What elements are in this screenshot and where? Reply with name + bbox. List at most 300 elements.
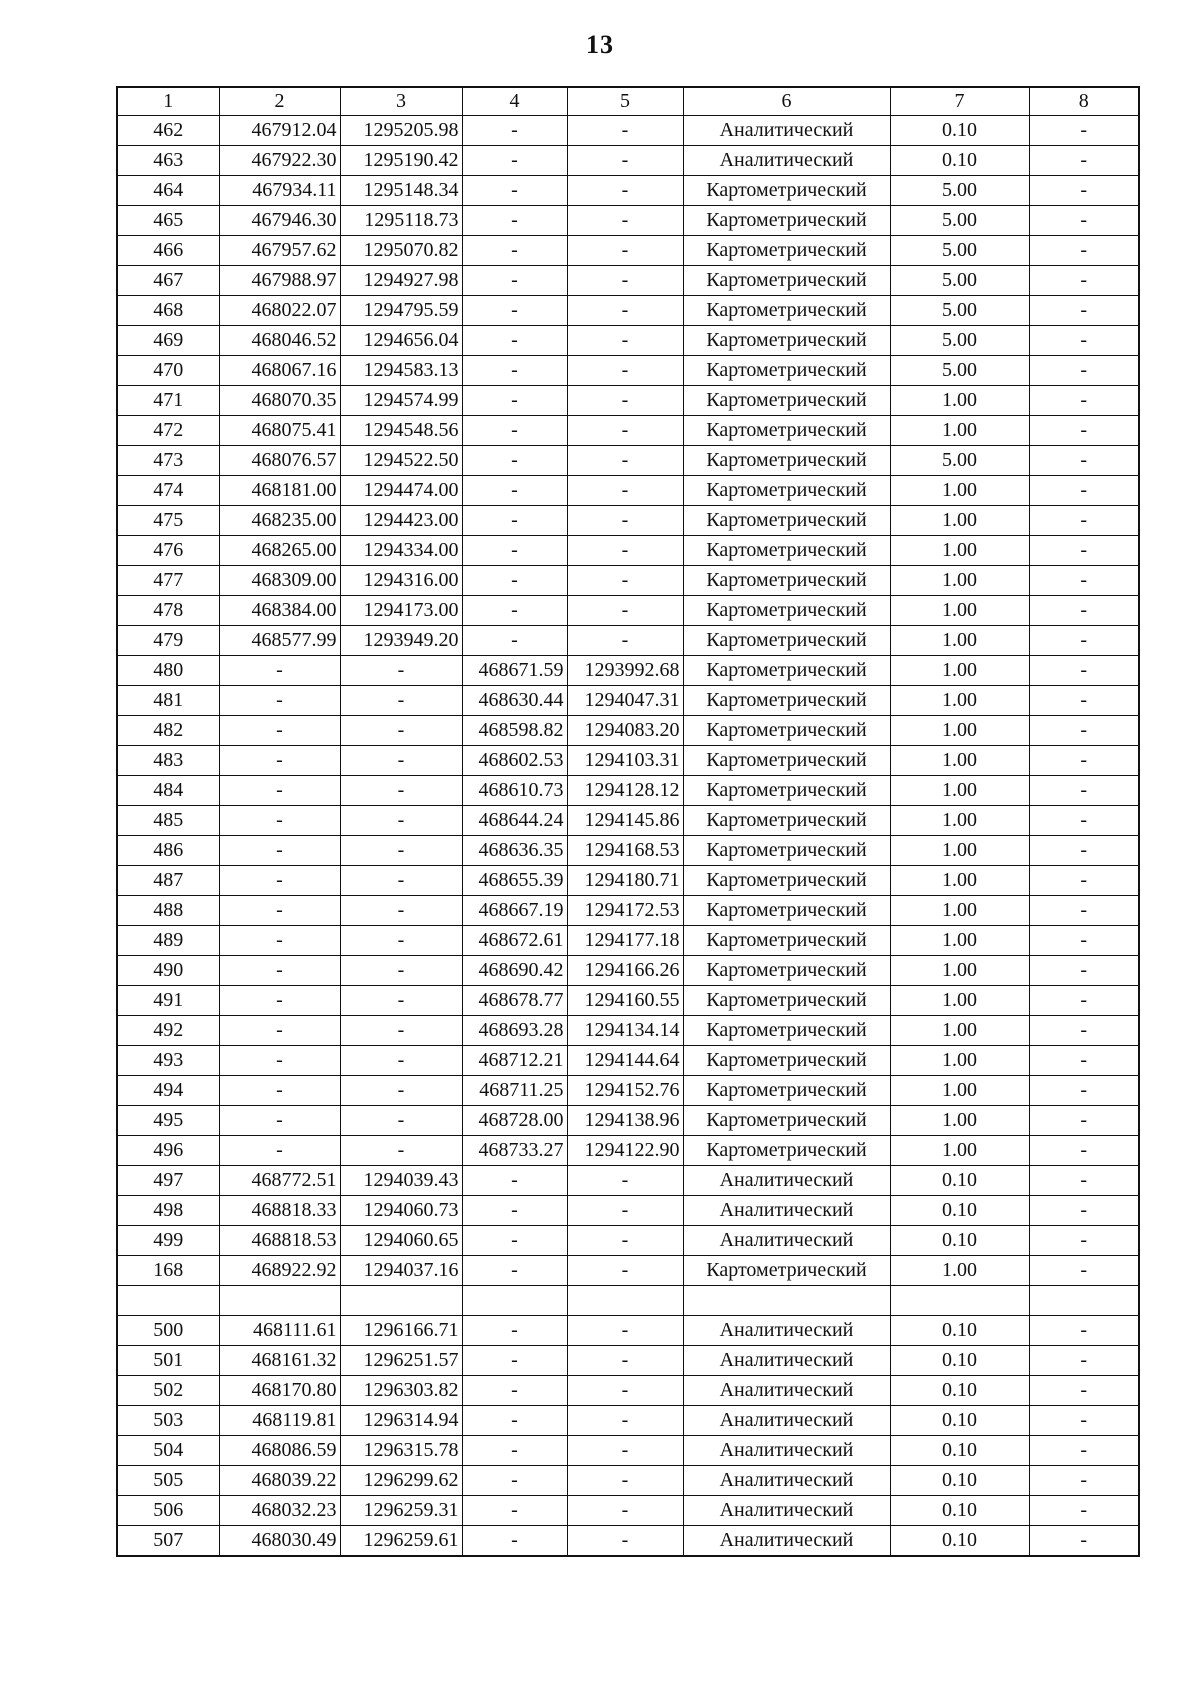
x-coordinate-alt-cell: 468636.35 xyxy=(462,836,567,866)
x-coordinate-cell: 468170.80 xyxy=(219,1376,340,1406)
x-coordinate-alt-cell: 468711.25 xyxy=(462,1076,567,1106)
point-number-cell: 490 xyxy=(117,956,219,986)
y-coordinate-cell: 1294927.98 xyxy=(340,266,462,296)
note-cell: - xyxy=(1029,776,1139,806)
accuracy-cell: 0.10 xyxy=(890,1406,1029,1436)
y-coordinate-cell: - xyxy=(340,926,462,956)
method-cell: Картометрический xyxy=(683,806,890,836)
note-cell: - xyxy=(1029,1406,1139,1436)
method-cell: Картометрический xyxy=(683,356,890,386)
accuracy-cell: 5.00 xyxy=(890,356,1029,386)
y-coordinate-cell: - xyxy=(340,1076,462,1106)
y-coordinate-alt-cell: 1293992.68 xyxy=(567,656,683,686)
point-number-cell: 505 xyxy=(117,1466,219,1496)
x-coordinate-alt-cell: - xyxy=(462,146,567,176)
y-coordinate-cell: - xyxy=(340,866,462,896)
table-row xyxy=(117,326,1139,356)
method-cell: Картометрический xyxy=(683,896,890,926)
x-coordinate-cell: 468046.52 xyxy=(219,326,340,356)
point-number-cell: 462 xyxy=(117,116,219,146)
y-coordinate-cell: 1294548.56 xyxy=(340,416,462,446)
column-header: 6 xyxy=(683,87,890,116)
point-number-cell: 478 xyxy=(117,596,219,626)
y-coordinate-alt-cell: 1294103.31 xyxy=(567,746,683,776)
y-coordinate-alt-cell: - xyxy=(567,1256,683,1286)
table-row xyxy=(117,146,1139,176)
x-coordinate-cell: 468265.00 xyxy=(219,536,340,566)
method-cell: Аналитический xyxy=(683,146,890,176)
note-cell: - xyxy=(1029,596,1139,626)
y-coordinate-alt-cell: - xyxy=(567,386,683,416)
method-cell: Картометрический xyxy=(683,476,890,506)
x-coordinate-cell: 468119.81 xyxy=(219,1406,340,1436)
accuracy-cell: 1.00 xyxy=(890,716,1029,746)
note-cell: - xyxy=(1029,656,1139,686)
x-coordinate-alt-cell: - xyxy=(462,626,567,656)
x-coordinate-cell: 467946.30 xyxy=(219,206,340,236)
y-coordinate-cell: 1294474.00 xyxy=(340,476,462,506)
table-row xyxy=(117,1166,1139,1196)
y-coordinate-cell: 1295148.34 xyxy=(340,176,462,206)
point-number-cell: 475 xyxy=(117,506,219,536)
y-coordinate-alt-cell: - xyxy=(567,1496,683,1526)
y-coordinate-cell: 1295190.42 xyxy=(340,146,462,176)
table-row xyxy=(117,596,1139,626)
table-row xyxy=(117,1316,1139,1346)
note-cell: - xyxy=(1029,1226,1139,1256)
y-coordinate-alt-cell: 1294145.86 xyxy=(567,806,683,836)
note-cell: - xyxy=(1029,446,1139,476)
accuracy-cell: 5.00 xyxy=(890,296,1029,326)
x-coordinate-alt-cell: 468728.00 xyxy=(462,1106,567,1136)
x-coordinate-cell: 468076.57 xyxy=(219,446,340,476)
accuracy-cell: 0.10 xyxy=(890,1496,1029,1526)
coordinates-table xyxy=(116,86,1140,1557)
accuracy-cell: 1.00 xyxy=(890,386,1029,416)
accuracy-cell: 1.00 xyxy=(890,686,1029,716)
x-coordinate-alt-cell: - xyxy=(462,266,567,296)
x-coordinate-cell: - xyxy=(219,746,340,776)
table-row xyxy=(117,926,1139,956)
y-coordinate-cell: 1294039.43 xyxy=(340,1166,462,1196)
x-coordinate-alt-cell: - xyxy=(462,326,567,356)
y-coordinate-cell: 1296259.31 xyxy=(340,1496,462,1526)
accuracy-cell: 0.10 xyxy=(890,1346,1029,1376)
accuracy-cell: 1.00 xyxy=(890,1106,1029,1136)
note-cell: - xyxy=(1029,536,1139,566)
note-cell: - xyxy=(1029,146,1139,176)
y-coordinate-alt-cell: 1294144.64 xyxy=(567,1046,683,1076)
y-coordinate-alt-cell: 1294128.12 xyxy=(567,776,683,806)
table-row xyxy=(117,776,1139,806)
point-number-cell: 494 xyxy=(117,1076,219,1106)
note-cell: - xyxy=(1029,1496,1139,1526)
y-coordinate-alt-cell: - xyxy=(567,506,683,536)
method-cell: Картометрический xyxy=(683,1256,890,1286)
x-coordinate-cell: 468235.00 xyxy=(219,506,340,536)
y-coordinate-cell: - xyxy=(340,716,462,746)
note-cell: - xyxy=(1029,1316,1139,1346)
y-coordinate-cell: 1294795.59 xyxy=(340,296,462,326)
note-cell: - xyxy=(1029,566,1139,596)
y-coordinate-cell: - xyxy=(340,806,462,836)
y-coordinate-cell: 1295070.82 xyxy=(340,236,462,266)
note-cell: - xyxy=(1029,1016,1139,1046)
point-number-cell: 466 xyxy=(117,236,219,266)
x-coordinate-alt-cell: - xyxy=(462,506,567,536)
y-coordinate-cell: 1296299.62 xyxy=(340,1466,462,1496)
accuracy-cell: 1.00 xyxy=(890,566,1029,596)
y-coordinate-cell: 1294522.50 xyxy=(340,446,462,476)
note-cell: - xyxy=(1029,896,1139,926)
y-coordinate-alt-cell: - xyxy=(567,1166,683,1196)
x-coordinate-cell: 468032.23 xyxy=(219,1496,340,1526)
x-coordinate-alt-cell: - xyxy=(462,1166,567,1196)
table-row xyxy=(117,1016,1139,1046)
accuracy-cell: 1.00 xyxy=(890,1136,1029,1166)
y-coordinate-cell: - xyxy=(340,1106,462,1136)
method-cell: Картометрический xyxy=(683,656,890,686)
note-cell: - xyxy=(1029,1196,1139,1226)
table-row xyxy=(117,686,1139,716)
point-number-cell: 484 xyxy=(117,776,219,806)
x-coordinate-cell: 468922.92 xyxy=(219,1256,340,1286)
accuracy-cell: 1.00 xyxy=(890,1016,1029,1046)
table-header-row xyxy=(117,87,1139,116)
table-row xyxy=(117,506,1139,536)
method-cell: Аналитический xyxy=(683,1346,890,1376)
note-cell: - xyxy=(1029,926,1139,956)
column-header: 7 xyxy=(890,87,1029,116)
method-cell: Картометрический xyxy=(683,1136,890,1166)
table-row xyxy=(117,1436,1139,1466)
method-cell: Аналитический xyxy=(683,1196,890,1226)
y-coordinate-alt-cell: - xyxy=(567,536,683,566)
table-row xyxy=(117,1106,1139,1136)
y-coordinate-cell: 1294574.99 xyxy=(340,386,462,416)
point-number-cell: 506 xyxy=(117,1496,219,1526)
point-number-cell: 474 xyxy=(117,476,219,506)
x-coordinate-alt-cell: - xyxy=(462,116,567,146)
x-coordinate-cell: - xyxy=(219,806,340,836)
table-row xyxy=(117,1406,1139,1436)
note-cell: - xyxy=(1029,326,1139,356)
method-cell: Аналитический xyxy=(683,1526,890,1557)
accuracy-cell: 1.00 xyxy=(890,806,1029,836)
y-coordinate-cell: - xyxy=(340,1046,462,1076)
accuracy-cell: 5.00 xyxy=(890,266,1029,296)
x-coordinate-alt-cell: - xyxy=(462,1496,567,1526)
point-number-cell: 498 xyxy=(117,1196,219,1226)
x-coordinate-cell: 468577.99 xyxy=(219,626,340,656)
point-number-cell: 471 xyxy=(117,386,219,416)
note-cell: - xyxy=(1029,1466,1139,1496)
point-number-cell: 492 xyxy=(117,1016,219,1046)
table-row xyxy=(117,1046,1139,1076)
x-coordinate-cell: - xyxy=(219,836,340,866)
x-coordinate-alt-cell: - xyxy=(462,1196,567,1226)
table-row xyxy=(117,1226,1139,1256)
method-cell: Картометрический xyxy=(683,506,890,536)
x-coordinate-alt-cell: - xyxy=(462,536,567,566)
table-row xyxy=(117,1136,1139,1166)
accuracy-cell: 0.10 xyxy=(890,1436,1029,1466)
note-cell: - xyxy=(1029,266,1139,296)
x-coordinate-alt-cell: - xyxy=(462,1406,567,1436)
x-coordinate-cell: - xyxy=(219,866,340,896)
y-coordinate-cell: 1294060.73 xyxy=(340,1196,462,1226)
x-coordinate-cell: - xyxy=(219,716,340,746)
accuracy-cell: 0.10 xyxy=(890,116,1029,146)
note-cell: - xyxy=(1029,626,1139,656)
method-cell: Картометрический xyxy=(683,266,890,296)
accuracy-cell: 1.00 xyxy=(890,896,1029,926)
method-cell: Картометрический xyxy=(683,626,890,656)
accuracy-cell: 1.00 xyxy=(890,656,1029,686)
x-coordinate-cell xyxy=(219,1286,340,1316)
accuracy-cell: 1.00 xyxy=(890,776,1029,806)
x-coordinate-alt-cell: - xyxy=(462,566,567,596)
method-cell: Картометрический xyxy=(683,776,890,806)
note-cell: - xyxy=(1029,1106,1139,1136)
x-coordinate-cell: 468111.61 xyxy=(219,1316,340,1346)
accuracy-cell: 1.00 xyxy=(890,416,1029,446)
point-number-cell: 507 xyxy=(117,1526,219,1557)
point-number-cell: 464 xyxy=(117,176,219,206)
accuracy-cell: 1.00 xyxy=(890,926,1029,956)
x-coordinate-cell: - xyxy=(219,1076,340,1106)
x-coordinate-alt-cell: - xyxy=(462,1226,567,1256)
note-cell: - xyxy=(1029,176,1139,206)
note-cell: - xyxy=(1029,806,1139,836)
y-coordinate-alt-cell: 1294168.53 xyxy=(567,836,683,866)
accuracy-cell: 0.10 xyxy=(890,1196,1029,1226)
y-coordinate-cell: - xyxy=(340,836,462,866)
x-coordinate-cell: 467934.11 xyxy=(219,176,340,206)
method-cell: Картометрический xyxy=(683,1016,890,1046)
y-coordinate-cell: - xyxy=(340,746,462,776)
x-coordinate-alt-cell: - xyxy=(462,1256,567,1286)
y-coordinate-alt-cell: - xyxy=(567,1436,683,1466)
y-coordinate-alt-cell: 1294172.53 xyxy=(567,896,683,926)
note-cell: - xyxy=(1029,506,1139,536)
x-coordinate-alt-cell: - xyxy=(462,296,567,326)
table-row xyxy=(117,176,1139,206)
table-row xyxy=(117,716,1139,746)
point-number-cell: 479 xyxy=(117,626,219,656)
x-coordinate-alt-cell: 468610.73 xyxy=(462,776,567,806)
x-coordinate-cell: 468075.41 xyxy=(219,416,340,446)
method-cell: Картометрический xyxy=(683,416,890,446)
x-coordinate-cell: 467957.62 xyxy=(219,236,340,266)
accuracy-cell: 1.00 xyxy=(890,536,1029,566)
x-coordinate-cell: 467912.04 xyxy=(219,116,340,146)
x-coordinate-alt-cell: 468598.82 xyxy=(462,716,567,746)
point-number-cell: 467 xyxy=(117,266,219,296)
y-coordinate-alt-cell: - xyxy=(567,206,683,236)
x-coordinate-alt-cell: 468690.42 xyxy=(462,956,567,986)
method-cell: Картометрический xyxy=(683,386,890,416)
y-coordinate-alt-cell: - xyxy=(567,416,683,446)
y-coordinate-alt-cell: - xyxy=(567,1196,683,1226)
y-coordinate-alt-cell: 1294138.96 xyxy=(567,1106,683,1136)
note-cell: - xyxy=(1029,356,1139,386)
x-coordinate-cell: 468070.35 xyxy=(219,386,340,416)
point-number-cell: 499 xyxy=(117,1226,219,1256)
note-cell: - xyxy=(1029,1076,1139,1106)
x-coordinate-alt-cell: 468712.21 xyxy=(462,1046,567,1076)
note-cell: - xyxy=(1029,416,1139,446)
x-coordinate-alt-cell: - xyxy=(462,1466,567,1496)
method-cell: Картометрический xyxy=(683,296,890,326)
x-coordinate-alt-cell: - xyxy=(462,416,567,446)
note-cell: - xyxy=(1029,386,1139,416)
x-coordinate-cell: 468067.16 xyxy=(219,356,340,386)
note-cell: - xyxy=(1029,1526,1139,1557)
y-coordinate-cell: 1294583.13 xyxy=(340,356,462,386)
x-coordinate-cell: - xyxy=(219,776,340,806)
accuracy-cell: 1.00 xyxy=(890,866,1029,896)
x-coordinate-alt-cell: - xyxy=(462,1316,567,1346)
y-coordinate-cell: 1296166.71 xyxy=(340,1316,462,1346)
note-cell: - xyxy=(1029,1436,1139,1466)
method-cell: Картометрический xyxy=(683,1046,890,1076)
y-coordinate-alt-cell: - xyxy=(567,1226,683,1256)
table-row xyxy=(117,626,1139,656)
accuracy-cell: 1.00 xyxy=(890,626,1029,656)
table-row xyxy=(117,536,1139,566)
method-cell: Картометрический xyxy=(683,176,890,206)
x-coordinate-cell: 468030.49 xyxy=(219,1526,340,1557)
y-coordinate-alt-cell: - xyxy=(567,626,683,656)
point-number-cell: 468 xyxy=(117,296,219,326)
point-number-cell: 486 xyxy=(117,836,219,866)
x-coordinate-alt-cell: - xyxy=(462,356,567,386)
x-coordinate-cell: 468086.59 xyxy=(219,1436,340,1466)
y-coordinate-cell: 1294656.04 xyxy=(340,326,462,356)
point-number-cell: 472 xyxy=(117,416,219,446)
table-row xyxy=(117,1526,1139,1557)
column-header: 5 xyxy=(567,87,683,116)
point-number-cell: 482 xyxy=(117,716,219,746)
y-coordinate-cell: 1296314.94 xyxy=(340,1406,462,1436)
table-row xyxy=(117,866,1139,896)
point-number-cell: 493 xyxy=(117,1046,219,1076)
point-number-cell: 168 xyxy=(117,1256,219,1286)
x-coordinate-alt-cell: - xyxy=(462,386,567,416)
method-cell: Картометрический xyxy=(683,686,890,716)
accuracy-cell: 5.00 xyxy=(890,446,1029,476)
accuracy-cell: 1.00 xyxy=(890,986,1029,1016)
accuracy-cell: 1.00 xyxy=(890,476,1029,506)
table-row xyxy=(117,356,1139,386)
table-body xyxy=(117,87,1139,1556)
method-cell: Картометрический xyxy=(683,566,890,596)
method-cell: Картометрический xyxy=(683,1076,890,1106)
y-coordinate-alt-cell: - xyxy=(567,1406,683,1436)
point-number-cell: 495 xyxy=(117,1106,219,1136)
accuracy-cell: 5.00 xyxy=(890,176,1029,206)
table-row xyxy=(117,116,1139,146)
note-cell: - xyxy=(1029,116,1139,146)
column-header: 8 xyxy=(1029,87,1139,116)
method-cell: Аналитический xyxy=(683,116,890,146)
y-coordinate-alt-cell: 1294047.31 xyxy=(567,686,683,716)
accuracy-cell xyxy=(890,1286,1029,1316)
table-row xyxy=(117,566,1139,596)
y-coordinate-alt-cell: - xyxy=(567,266,683,296)
x-coordinate-cell: - xyxy=(219,1106,340,1136)
method-cell xyxy=(683,1286,890,1316)
y-coordinate-alt-cell: 1294166.26 xyxy=(567,956,683,986)
x-coordinate-cell: 467922.30 xyxy=(219,146,340,176)
y-coordinate-alt-cell: - xyxy=(567,1376,683,1406)
method-cell: Картометрический xyxy=(683,206,890,236)
y-coordinate-alt-cell: 1294134.14 xyxy=(567,1016,683,1046)
note-cell xyxy=(1029,1286,1139,1316)
method-cell: Аналитический xyxy=(683,1166,890,1196)
y-coordinate-alt-cell: - xyxy=(567,146,683,176)
x-coordinate-alt-cell: 468672.61 xyxy=(462,926,567,956)
method-cell: Аналитический xyxy=(683,1376,890,1406)
accuracy-cell: 5.00 xyxy=(890,206,1029,236)
point-number-cell: 470 xyxy=(117,356,219,386)
note-cell: - xyxy=(1029,746,1139,776)
table-row xyxy=(117,386,1139,416)
y-coordinate-cell: 1294037.16 xyxy=(340,1256,462,1286)
method-cell: Аналитический xyxy=(683,1316,890,1346)
method-cell: Аналитический xyxy=(683,1466,890,1496)
note-cell: - xyxy=(1029,986,1139,1016)
y-coordinate-alt-cell: - xyxy=(567,176,683,206)
accuracy-cell: 0.10 xyxy=(890,1166,1029,1196)
method-cell: Аналитический xyxy=(683,1436,890,1466)
method-cell: Картометрический xyxy=(683,926,890,956)
table-row xyxy=(117,206,1139,236)
table-row xyxy=(117,236,1139,266)
x-coordinate-cell: - xyxy=(219,956,340,986)
y-coordinate-cell: - xyxy=(340,656,462,686)
column-header: 1 xyxy=(117,87,219,116)
y-coordinate-cell: 1294423.00 xyxy=(340,506,462,536)
point-number-cell: 497 xyxy=(117,1166,219,1196)
x-coordinate-alt-cell: 468693.28 xyxy=(462,1016,567,1046)
note-cell: - xyxy=(1029,956,1139,986)
x-coordinate-cell: 468039.22 xyxy=(219,1466,340,1496)
x-coordinate-alt-cell: - xyxy=(462,1346,567,1376)
y-coordinate-cell: 1295118.73 xyxy=(340,206,462,236)
x-coordinate-alt-cell: - xyxy=(462,1436,567,1466)
point-number-cell: 485 xyxy=(117,806,219,836)
y-coordinate-cell: - xyxy=(340,776,462,806)
x-coordinate-alt-cell: 468602.53 xyxy=(462,746,567,776)
point-number-cell xyxy=(117,1286,219,1316)
note-cell: - xyxy=(1029,836,1139,866)
y-coordinate-cell: 1296303.82 xyxy=(340,1376,462,1406)
accuracy-cell: 1.00 xyxy=(890,956,1029,986)
accuracy-cell: 1.00 xyxy=(890,596,1029,626)
table-row xyxy=(117,1196,1139,1226)
y-coordinate-cell: 1294173.00 xyxy=(340,596,462,626)
point-number-cell: 501 xyxy=(117,1346,219,1376)
method-cell: Картометрический xyxy=(683,866,890,896)
x-coordinate-cell: 468384.00 xyxy=(219,596,340,626)
accuracy-cell: 1.00 xyxy=(890,1256,1029,1286)
accuracy-cell: 0.10 xyxy=(890,1316,1029,1346)
table-row xyxy=(117,896,1139,926)
x-coordinate-cell: 468818.53 xyxy=(219,1226,340,1256)
note-cell: - xyxy=(1029,296,1139,326)
